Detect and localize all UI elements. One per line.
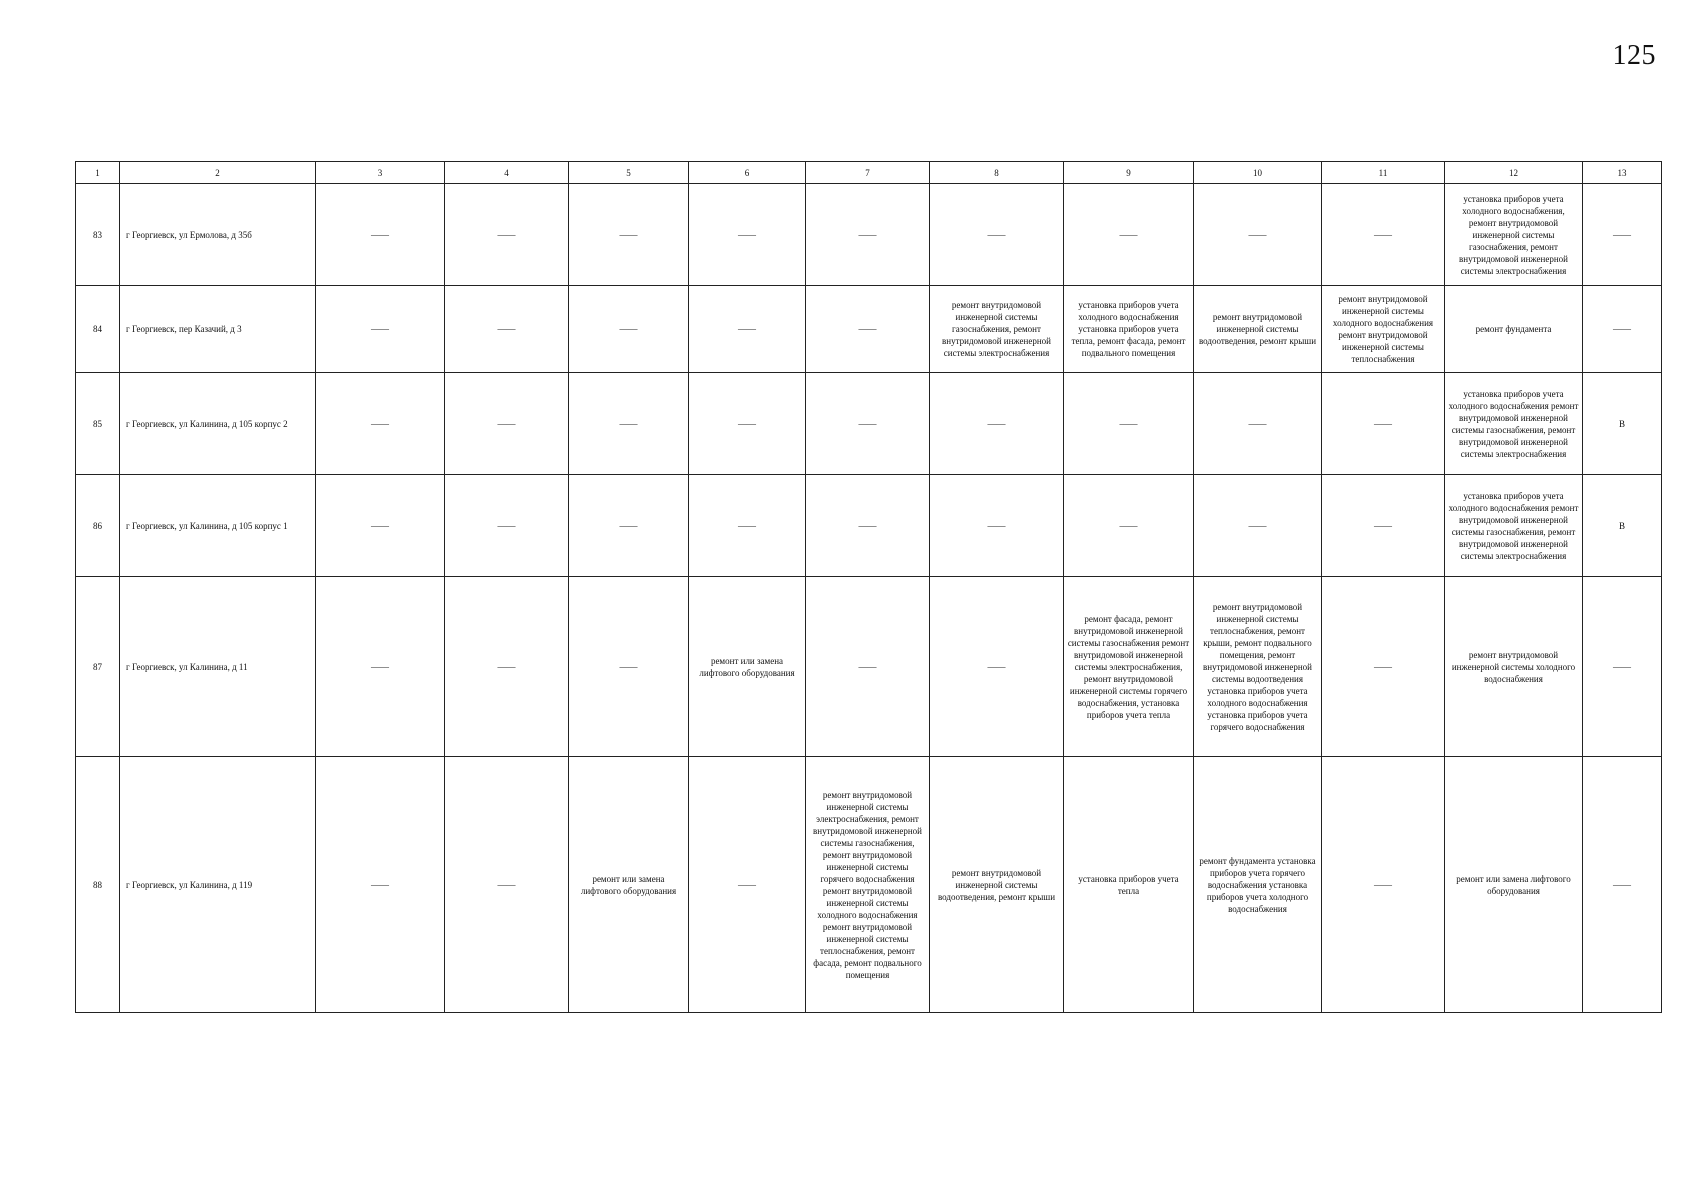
cell-col7: —— (806, 577, 930, 757)
address-cell: г Георгиевск, ул Калинина, д 11 (120, 577, 316, 757)
cell-col13: —— (1583, 184, 1662, 286)
header-cell: 4 (445, 162, 569, 184)
header-row (76, 162, 1662, 184)
cell-col3: —— (316, 577, 445, 757)
cell-col8: ремонт внутридомовой инженерной системы газоснабжения, ремонт внутридомовой инженерной системы электроснабжения (930, 286, 1064, 373)
cell-col11: —— (1322, 373, 1445, 475)
page-number: 125 (1612, 40, 1656, 71)
header-cell: 2 (120, 162, 316, 184)
address-cell: г Георгиевск, ул Калинина, д 119 (120, 757, 316, 1013)
cell-col5: ремонт или замена лифтового оборудования (569, 757, 689, 1013)
row-number: 86 (76, 475, 120, 577)
cell-col5: —— (569, 184, 689, 286)
address-cell: г Георгиевск, ул Калинина, д 105 корпус 1 (120, 475, 316, 577)
cell-col13: В (1583, 373, 1662, 475)
row-number: 87 (76, 577, 120, 757)
header-cell: 8 (930, 162, 1064, 184)
cell-col4: —— (445, 286, 569, 373)
table-row (76, 373, 1662, 475)
cell-col12: ремонт или замена лифтового оборудования (1445, 757, 1583, 1013)
cell-col8: ремонт внутридомовой инженерной системы водоотведения, ремонт крыши (930, 757, 1064, 1013)
cell-col6: —— (689, 184, 806, 286)
cell-col8: —— (930, 373, 1064, 475)
cell-col12: установка приборов учета холодного водоснабжения, ремонт внутридомовой инженерной системы газоснабжения, ремонт внутридомовой инженерной системы электроснабжения (1445, 184, 1583, 286)
cell-col3: —— (316, 475, 445, 577)
row-number: 85 (76, 373, 120, 475)
header-cell: 1 (76, 162, 120, 184)
repair-schedule-table (75, 161, 1662, 1013)
cell-col7: —— (806, 373, 930, 475)
cell-col10: ремонт внутридомовой инженерной системы водоотведения, ремонт крыши (1194, 286, 1322, 373)
cell-col13: В (1583, 475, 1662, 577)
address-cell: г Георгиевск, ул Калинина, д 105 корпус 2 (120, 373, 316, 475)
table-row (76, 184, 1662, 286)
cell-col5: —— (569, 286, 689, 373)
cell-col5: —— (569, 475, 689, 577)
table-row (76, 286, 1662, 373)
cell-col12: ремонт фундамента (1445, 286, 1583, 373)
cell-col10: ремонт фундамента установка приборов учета горячего водоснабжения установка приборов учета холодного водоснабжения (1194, 757, 1322, 1013)
cell-col11: ремонт внутридомовой инженерной системы холодного водоснабжения ремонт внутридомовой инженерной системы теплоснабжения (1322, 286, 1445, 373)
cell-col6: —— (689, 757, 806, 1013)
cell-col12: установка приборов учета холодного водоснабжения ремонт внутридомовой инженерной системы газоснабжения, ремонт внутридомовой инженерной системы электроснабжения (1445, 373, 1583, 475)
cell-col9: установка приборов учета холодного водоснабжения установка приборов учета тепла, ремонт фасада, ремонт подвального помещения (1064, 286, 1194, 373)
header-cell: 12 (1445, 162, 1583, 184)
cell-col10: —— (1194, 475, 1322, 577)
cell-col11: —— (1322, 184, 1445, 286)
cell-col13: —— (1583, 757, 1662, 1013)
cell-col9: —— (1064, 475, 1194, 577)
cell-col6: —— (689, 373, 806, 475)
cell-col4: —— (445, 373, 569, 475)
cell-col4: —— (445, 475, 569, 577)
table-row (76, 475, 1662, 577)
cell-col3: —— (316, 757, 445, 1013)
cell-col3: —— (316, 184, 445, 286)
cell-col13: —— (1583, 286, 1662, 373)
header-cell: 13 (1583, 162, 1662, 184)
cell-col7: —— (806, 184, 930, 286)
header-cell: 10 (1194, 162, 1322, 184)
table-row (76, 577, 1662, 757)
row-number: 84 (76, 286, 120, 373)
cell-col12: установка приборов учета холодного водоснабжения ремонт внутридомовой инженерной системы газоснабжения, ремонт внутридомовой инженерной системы электроснабжения (1445, 475, 1583, 577)
cell-col12: ремонт внутридомовой инженерной системы холодного водоснабжения (1445, 577, 1583, 757)
cell-col4: —— (445, 757, 569, 1013)
cell-col11: —— (1322, 757, 1445, 1013)
cell-col10: ремонт внутридомовой инженерной системы теплоснабжения, ремонт крыши, ремонт подвального помещения, ремонт внутридомовой инженерной системы водоотведения установка приборов учета холодного водоснабжения установка приборов учета горячего водоснабжения (1194, 577, 1322, 757)
cell-col8: —— (930, 475, 1064, 577)
cell-col11: —— (1322, 577, 1445, 757)
cell-col3: —— (316, 373, 445, 475)
cell-col11: —— (1322, 475, 1445, 577)
cell-col9: —— (1064, 184, 1194, 286)
cell-col8: —— (930, 577, 1064, 757)
cell-col6: ремонт или замена лифтового оборудования (689, 577, 806, 757)
cell-col5: —— (569, 577, 689, 757)
cell-col7: —— (806, 286, 930, 373)
cell-col9: установка приборов учета тепла (1064, 757, 1194, 1013)
row-number: 88 (76, 757, 120, 1013)
cell-col4: —— (445, 184, 569, 286)
cell-col9: —— (1064, 373, 1194, 475)
header-cell: 6 (689, 162, 806, 184)
cell-col3: —— (316, 286, 445, 373)
cell-col5: —— (569, 373, 689, 475)
cell-col9: ремонт фасада, ремонт внутридомовой инженерной системы газоснабжения ремонт внутридомовой инженерной системы электроснабжения, ремонт внутридомовой инженерной системы горячего водоснабжения, установка приборов учета тепла (1064, 577, 1194, 757)
cell-col6: —— (689, 475, 806, 577)
header-cell: 3 (316, 162, 445, 184)
cell-col7: ремонт внутридомовой инженерной системы электроснабжения, ремонт внутридомовой инженерной системы газоснабжения, ремонт внутридомовой инженерной системы горячего водоснабжения ремонт внутридомовой инженерной системы холодного водоснабжения ремонт внутридомовой инженерной системы теплоснабжения, ремонт фасада, ремонт подвального помещения (806, 757, 930, 1013)
address-cell: г Георгиевск, ул Ермолова, д 35б (120, 184, 316, 286)
cell-col10: —— (1194, 373, 1322, 475)
cell-col10: —— (1194, 184, 1322, 286)
cell-col6: —— (689, 286, 806, 373)
cell-col8: —— (930, 184, 1064, 286)
header-cell: 11 (1322, 162, 1445, 184)
cell-col13: —— (1583, 577, 1662, 757)
address-cell: г Георгиевск, пер Казачий, д 3 (120, 286, 316, 373)
cell-col4: —— (445, 577, 569, 757)
table-row (76, 757, 1662, 1013)
header-cell: 9 (1064, 162, 1194, 184)
header-cell: 7 (806, 162, 930, 184)
cell-col7: —— (806, 475, 930, 577)
row-number: 83 (76, 184, 120, 286)
header-cell: 5 (569, 162, 689, 184)
